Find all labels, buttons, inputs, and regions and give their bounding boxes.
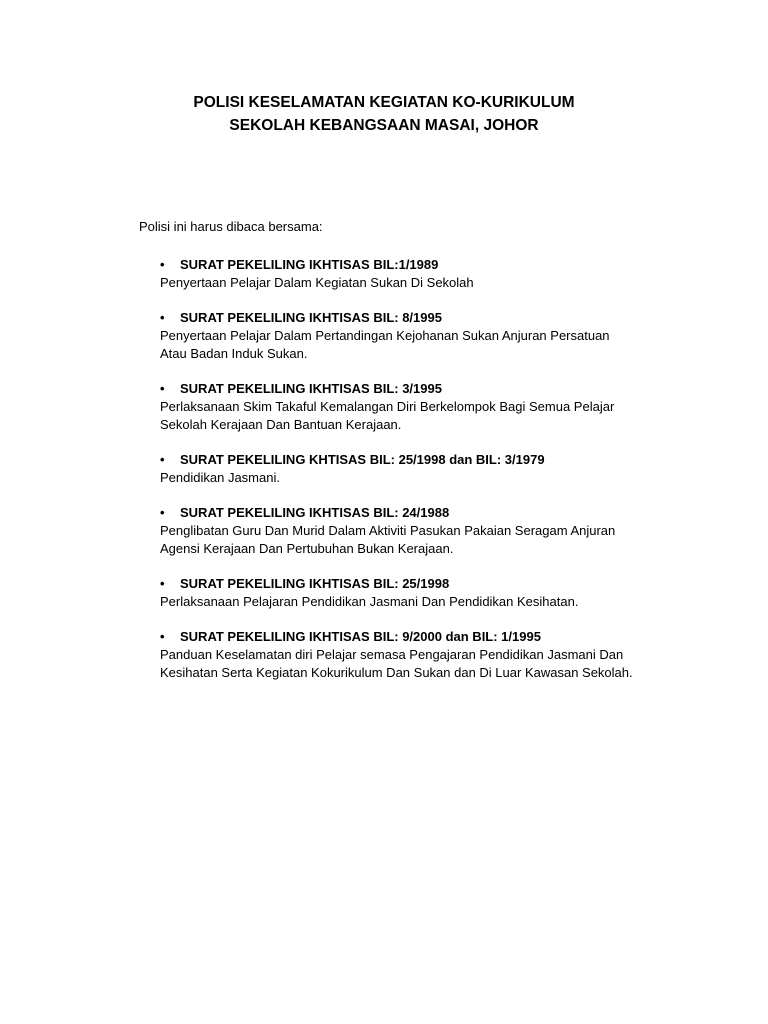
bullet-icon: • <box>160 381 165 396</box>
bullet-icon: • <box>160 576 165 591</box>
intro-text: Polisi ini harus dibaca bersama: <box>139 219 323 234</box>
circular-description: Perlaksanaan Pelajaran Pendidikan Jasmani Dan Pendidikan Kesihatan. <box>160 594 579 609</box>
circular-heading: SURAT PEKELILING IKHTISAS BIL: 8/1995 <box>180 310 442 325</box>
list-item <box>160 575 640 611</box>
circular-heading: SURAT PEKELILING IKHTISAS BIL: 9/2000 dan BIL: 1/1995 <box>180 629 541 644</box>
document-title <box>0 91 768 137</box>
circular-list <box>160 256 640 699</box>
list-item <box>160 451 640 487</box>
circular-description: Panduan Keselamatan diri Pelajar semasa Pengajaran Pendidikan Jasmani Dan Kesihatan Serta Kegiatan Kokurikulum Dan Sukan dan Di Luar Kawasan Sekolah. <box>160 647 633 680</box>
list-item <box>160 309 640 363</box>
circular-description: Penyertaan Pelajar Dalam Pertandingan Kejohanan Sukan Anjuran Persatuan Atau Badan Induk Sukan. <box>160 328 610 361</box>
bullet-icon: • <box>160 257 165 272</box>
circular-description: Pendidikan Jasmani. <box>160 470 280 485</box>
bullet-icon: • <box>160 629 165 644</box>
circular-description: Perlaksanaan Skim Takaful Kemalangan Diri Berkelompok Bagi Semua Pelajar Sekolah Kerajaan Dan Bantuan Kerajaan. <box>160 399 615 432</box>
circular-description: Penglibatan Guru Dan Murid Dalam Aktiviti Pasukan Pakaian Seragam Anjuran Agensi Kerajaan Dan Pertubuhan Bukan Kerajaan. <box>160 523 616 556</box>
bullet-icon: • <box>160 452 165 467</box>
bullet-icon: • <box>160 310 165 325</box>
list-item <box>160 504 640 558</box>
title-line-1: POLISI KESELAMATAN KEGIATAN KO-KURIKULUM <box>193 94 575 111</box>
list-item <box>160 628 640 682</box>
title-line-2: SEKOLAH KEBANGSAAN MASAI, JOHOR <box>229 117 539 134</box>
circular-heading: SURAT PEKELILING IKHTISAS BIL:1/1989 <box>180 257 439 272</box>
circular-heading: SURAT PEKELILING IKHTISAS BIL: 3/1995 <box>180 381 442 396</box>
circular-heading: SURAT PEKELILING KHTISAS BIL: 25/1998 dan BIL: 3/1979 <box>180 452 545 467</box>
list-item <box>160 256 640 292</box>
list-item <box>160 380 640 434</box>
bullet-icon: • <box>160 505 165 520</box>
circular-heading: SURAT PEKELILING IKHTISAS BIL: 24/1988 <box>180 505 450 520</box>
circular-heading: SURAT PEKELILING IKHTISAS BIL: 25/1998 <box>180 576 450 591</box>
circular-description: Penyertaan Pelajar Dalam Kegiatan Sukan Di Sekolah <box>160 275 474 290</box>
